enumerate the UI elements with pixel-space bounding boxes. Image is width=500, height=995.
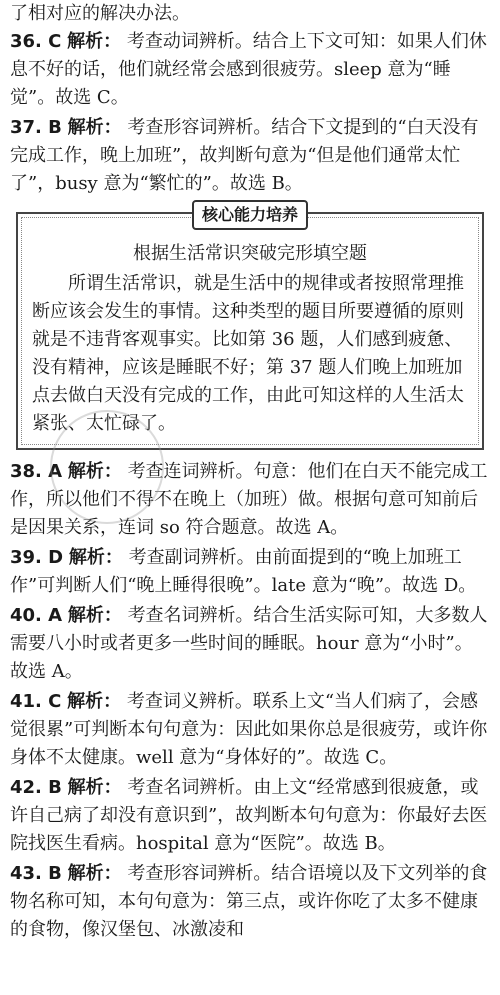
item-number: 41. C [10, 691, 62, 712]
answer-list-before [10, 28, 490, 198]
analysis-text: 考查名词辨析。结合生活实际可知，大多数人需要八小时或者更多一些时间的睡眠。hour 意为“小时”。故选 A。 [10, 605, 488, 682]
answer-item-43 [10, 860, 490, 944]
analysis-tag: 解析： [67, 605, 122, 626]
answer-item-42 [10, 774, 490, 858]
analysis-text: 考查名词辨析。由上文“经常感到很疲惫，或许自己病了却没有意识到”，故判断本句句意为：你最好去医院找医生看病。hospital 意为“医院”。故选 B。 [10, 777, 488, 854]
analysis-text: 考查形容词辨析。结合下文提到的“白天没有完成工作，晚上加班”，故判断句意为“但是他们通常太忙了”，busy 意为“繁忙的”。故选 B。 [10, 117, 479, 194]
analysis-text: 考查词义辨析。联系上文“当人们病了，会感觉很累”可判断本句句意为：因此如果你总是很疲劳，或许你身体不太健康。well 意为“身体好的”。故选 C。 [10, 691, 488, 768]
box-title: 核心能力培养 [192, 200, 308, 230]
item-number: 39. D [10, 547, 64, 568]
answer-list-after [10, 458, 490, 944]
analysis-tag: 解析： [67, 777, 122, 798]
answer-item-36 [10, 28, 490, 112]
item-number: 40. A [10, 605, 63, 626]
intro-line: 了相对应的解决办法。 [10, 3, 190, 24]
answer-item-41 [10, 688, 490, 772]
answer-item-40 [10, 602, 490, 686]
analysis-text: 考查副词辨析。由前面提到的“晚上加班工作”可判断人们“晚上睡得很晚”。late 意为“晚”。故选 D。 [10, 547, 477, 596]
watermark-stamp-icon [50, 410, 164, 524]
item-number: 42. B [10, 777, 62, 798]
analysis-text: 考查动词辨析。结合上下文可知：如果人们休息不好的话，他们就经常会感到很疲劳。sleep 意为“睡觉”。故选 C。 [10, 31, 487, 108]
answer-item-37 [10, 114, 490, 198]
item-number: 38. A [10, 461, 63, 482]
analysis-tag: 解析： [67, 117, 122, 138]
box-heading: 根据生活常识突破完形填空题 [133, 243, 367, 264]
item-number: 36. C [10, 31, 62, 52]
analysis-tag: 解析： [67, 461, 122, 482]
analysis-text: 考查连词辨析。句意：他们在白天不能完成工作，所以他们不得不在晚上（加班）做。根据句意可知前后是因果关系，连词 so 符合题意。故选 A。 [10, 461, 488, 538]
answer-item-39 [10, 544, 490, 600]
analysis-tag: 解析： [67, 863, 122, 884]
item-number: 37. B [10, 117, 62, 138]
analysis-tag: 解析： [67, 691, 122, 712]
analysis-tag: 解析： [68, 547, 123, 568]
analysis-text: 考查形容词辨析。结合语境以及下文列举的食物名称可知，本句句意为：第三点，或许你吃了太多不健康的食物，像汉堡包、冰激凌和 [10, 863, 488, 940]
item-number: 43. B [10, 863, 62, 884]
analysis-tag: 解析： [67, 31, 122, 52]
box-body: 所谓生活常识，就是生活中的规律或者按照常理推断应该会发生的事情。这种类型的题目所要遵循的原则就是不违背客观事实。比如第 36 题，人们感到疲惫、没有精神，应该是睡眠不好；第 37 题人们晚上加班加点去做白天没有完成的工作，由此可知这样的人生活太紧张、太忙碌了。 [32, 273, 464, 434]
